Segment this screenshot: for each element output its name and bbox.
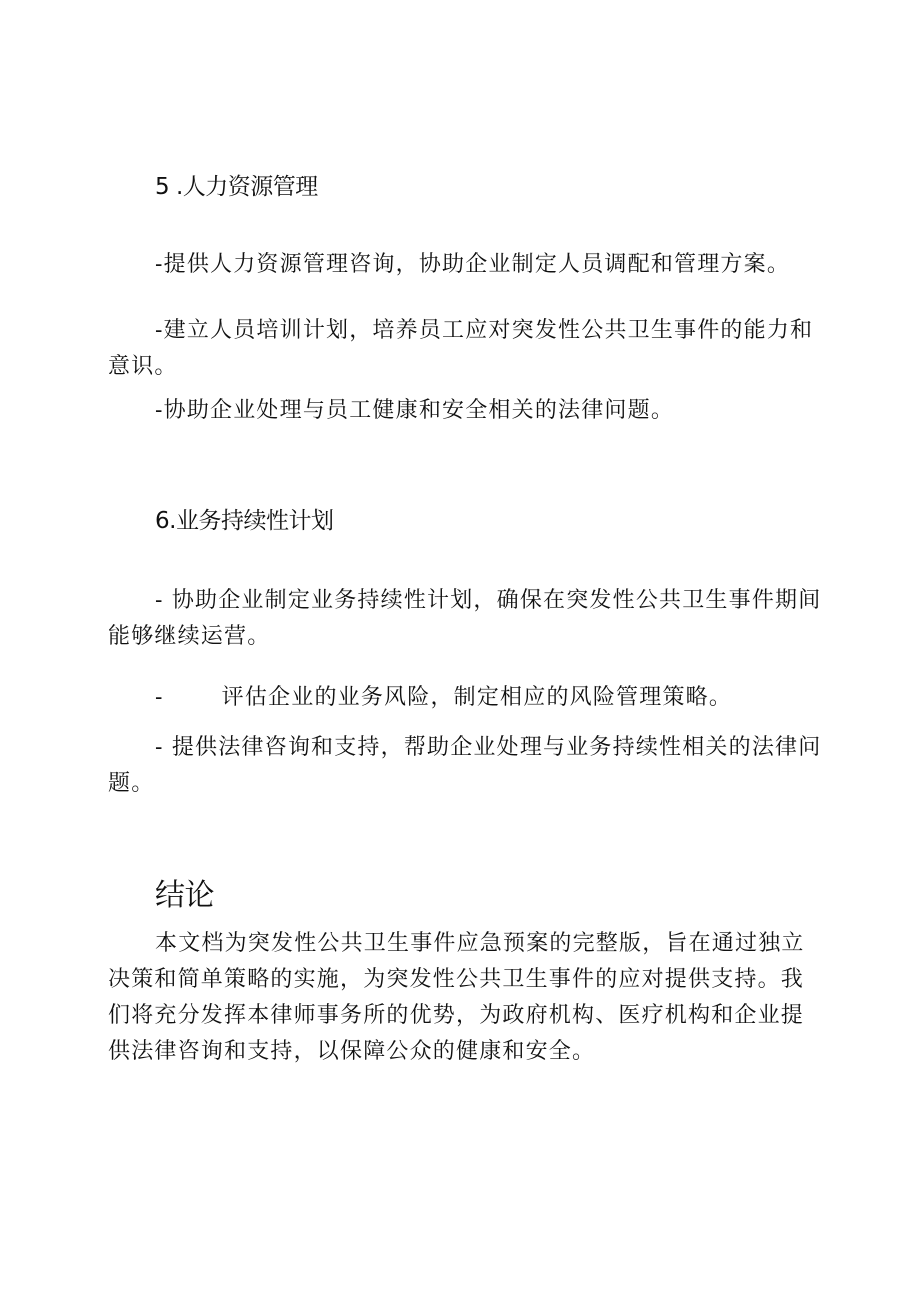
section-6-item-2: [155, 680, 835, 716]
section-6-item-2-text: 评估企业的业务风险，制定相应的风险管理策略。: [221, 685, 733, 710]
conclusion-heading: 结论: [155, 878, 214, 913]
section-5-heading: 5 .人力资源管理: [155, 174, 318, 200]
section-5-item-1: -提供人力资源管理咨询，协助企业制定人员调配和管理方案。: [155, 252, 791, 277]
section-5-item-3: -协助企业处理与员工健康和安全相关的法律问题。: [155, 398, 675, 423]
section-6-item-2-dash: -: [155, 685, 164, 710]
section-5-item-2: -建立人员培训计划，培养员工应对突发性公共卫生事件的能力和意识。: [108, 318, 814, 379]
section-6-item-3: - 提供法律咨询和支持，帮助企业处理与业务持续性相关的法律问题。: [108, 735, 822, 796]
section-6-item-1: - 协助企业制定业务持续性计划，确保在突发性公共卫生事件期间能够继续运营。: [108, 588, 822, 649]
conclusion-body: 本文档为突发性公共卫生事件应急预案的完整版，旨在通过独立决策和简单策略的实施，为突发性公共卫生事件的应对提供支持。我们将充分发挥本律师事务所的优势，为政府机构、医疗机构和企业提供法律咨询和支持，以保障公众的健康和安全。: [108, 931, 805, 1064]
section-6-heading: 6.业务持续性计划: [155, 508, 334, 534]
